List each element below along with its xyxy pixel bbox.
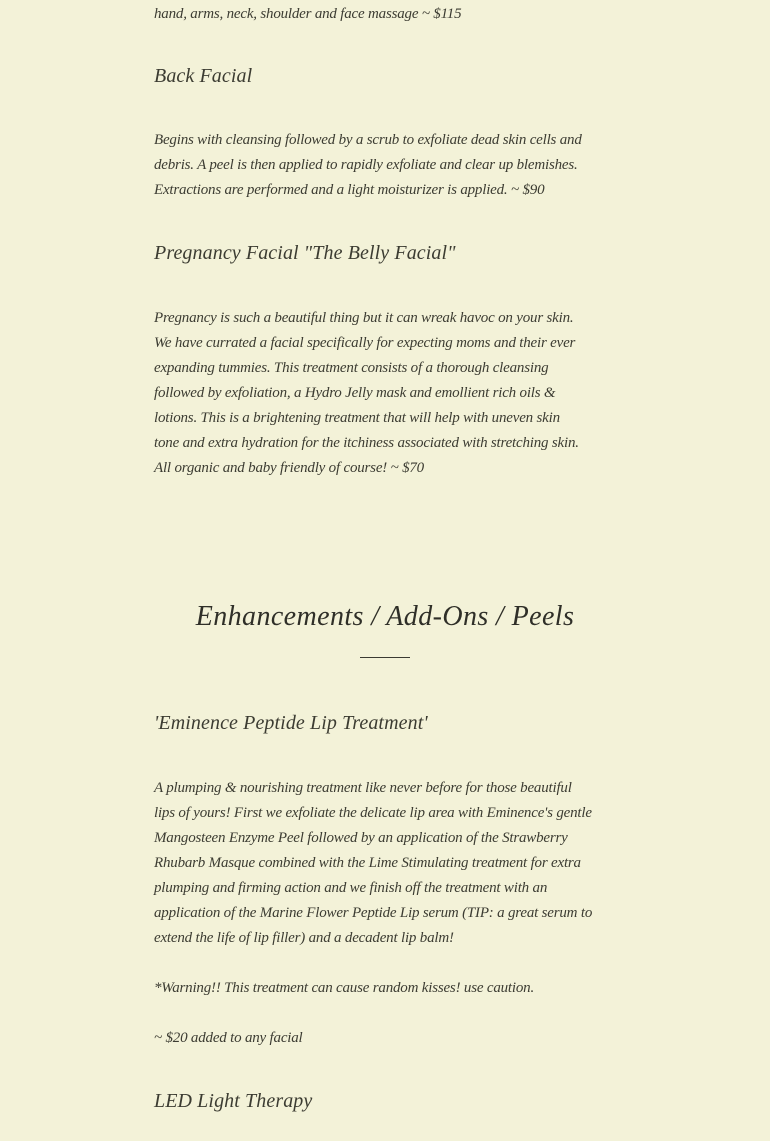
section-heading-enhancements: Enhancements / Add-Ons / Peels <box>195 601 575 632</box>
price-note: ~ $20 added to any facial <box>154 1030 303 1046</box>
service-title-pregnancy-facial: Pregnancy Facial "The Belly Facial" <box>154 242 456 264</box>
service-title-led-light-therapy: LED Light Therapy <box>154 1090 313 1112</box>
section-divider <box>360 657 410 658</box>
description-line: Pregnancy is such a beautiful thing but it can wreak havoc on your skin. <box>154 310 574 326</box>
service-description-line: hand, arms, neck, shoulder and face massage ~ $115 <box>154 6 462 22</box>
description-line: application of the Marine Flower Peptide Lip serum (TIP: a great serum to <box>154 905 593 921</box>
service-title-back-facial: Back Facial <box>154 65 253 87</box>
description-line: Mangosteen Enzyme Peel followed by an application of the Strawberry <box>154 830 568 846</box>
description-line: followed by exfoliation, a Hydro Jelly mask and emollient rich oils & <box>154 385 556 401</box>
description-line: debris. A peel is then applied to rapidly exfoliate and clear up blemishes. <box>154 157 578 173</box>
description-line: We have currated a facial specifically for expecting moms and their ever <box>154 335 576 351</box>
description-line: Extractions are performed and a light moisturizer is applied. ~ $90 <box>154 182 545 198</box>
description-line: lotions. This is a brightening treatment that will help with uneven skin <box>154 410 560 426</box>
description-line: A plumping & nourishing treatment like never before for those beautiful <box>154 780 572 796</box>
service-title-lip-treatment: 'Eminence Peptide Lip Treatment' <box>154 712 428 734</box>
description-line: plumping and firming action and we finish off the treatment with an <box>154 880 548 896</box>
warning-note: *Warning!! This treatment can cause random kisses! use caution. <box>154 980 535 996</box>
description-line: expanding tummies. This treatment consists of a thorough cleansing <box>154 360 549 376</box>
description-line: tone and extra hydration for the itchiness associated with stretching skin. <box>154 435 579 451</box>
description-line: extend the life of lip filler) and a decadent lip balm! <box>154 930 454 946</box>
description-line: Begins with cleansing followed by a scrub to exfoliate dead skin cells and <box>154 132 582 148</box>
description-line: All organic and baby friendly of course! ~ $70 <box>154 460 424 476</box>
description-line: lips of yours! First we exfoliate the delicate lip area with Eminence's gentle <box>154 805 592 821</box>
description-line: Rhubarb Masque combined with the Lime Stimulating treatment for extra <box>154 855 581 871</box>
